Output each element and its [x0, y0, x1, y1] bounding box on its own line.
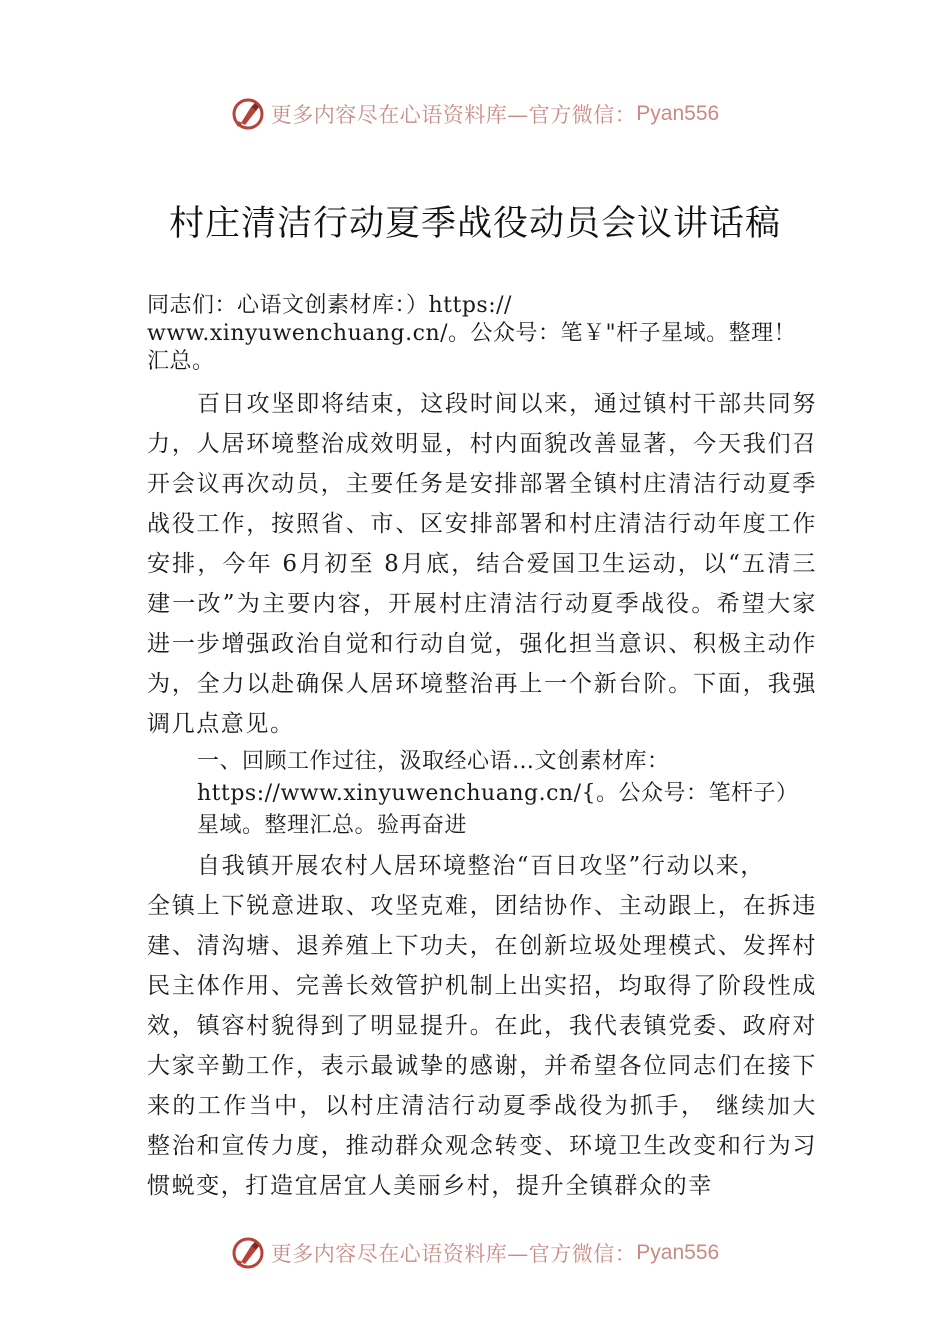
banner-wechat-id: Pyan556 — [636, 1241, 720, 1264]
pen-nib-logo-icon — [231, 97, 265, 131]
pen-nib-logo-icon — [231, 1236, 265, 1270]
header-watermark-banner — [0, 94, 950, 134]
document-body — [147, 292, 817, 1206]
banner-text: 更多内容尽在心语资料库—官方微信： — [270, 103, 637, 127]
paragraph-1: 百日攻坚即将结束，这段时间以来，通过镇村干部共同努力，人居环境整治成效明显，村内面貌改善显著，今天我们召开会议再次动员，主要任务是安排部署全镇村庄清洁行动夏季战役工作，按照省、市、区安排部署和村庄清洁行动年度工作安排，今年 6月初至 8月底，结合爱国卫生运动，以“五清三建一改”为主要内容，开展村庄清洁行动夏季战役。希望大家进一步增强政治自觉和行动自觉，强化担当意识、积极主动作为，全力以赴确保人居环境整治再上一个新台阶。下面，我强调几点意见。 — [147, 391, 817, 737]
banner-text: 更多内容尽在心语资料库—官方微信： — [270, 1242, 637, 1266]
intro-paragraph: 同志们：心语文创素材库：）https:// www.xinyuwenchuang.cn/。公众号：笔￥"杆子星域。整理！ 汇总。 — [147, 293, 797, 374]
paragraph-2: 自我镇开展农村人居环境整治“百日攻坚”行动以来， 全镇上下锐意进取、攻坚克难，团结协作、主动跟上，在拆违建、清沟塘、退养殖上下功夫，在创新垃圾处理模式、发挥村民主体作用、完善长效管护机制上出实招，均取得了阶段性成效，镇容村貌得到了明显提升。在此，我代表镇党委、政府对大家辛勤工作，表示最诚挚的感谢，并希望各位同志们在接下来的工作当中，以村庄清洁行动夏季战役为抓手， 继续加大整治和宣传力度，推动群众观念转变、环境卫生改变和行为习惯蜕变，打造宜居宜人美丽乡村，提升全镇群众的幸 — [147, 853, 817, 1199]
section-heading-1: 一、回顾工作过往，汲取经心语…文创素材库： https://www.xinyuwenchuang.cn/{。公众号：笔杆子） 星域。整理汇总。验再奋进 — [197, 749, 799, 838]
document-title: 村庄清洁行动夏季战役动员会议讲话稿 — [168, 204, 781, 244]
footer-watermark-banner — [0, 1233, 950, 1273]
banner-wechat-id: Pyan556 — [636, 102, 720, 125]
